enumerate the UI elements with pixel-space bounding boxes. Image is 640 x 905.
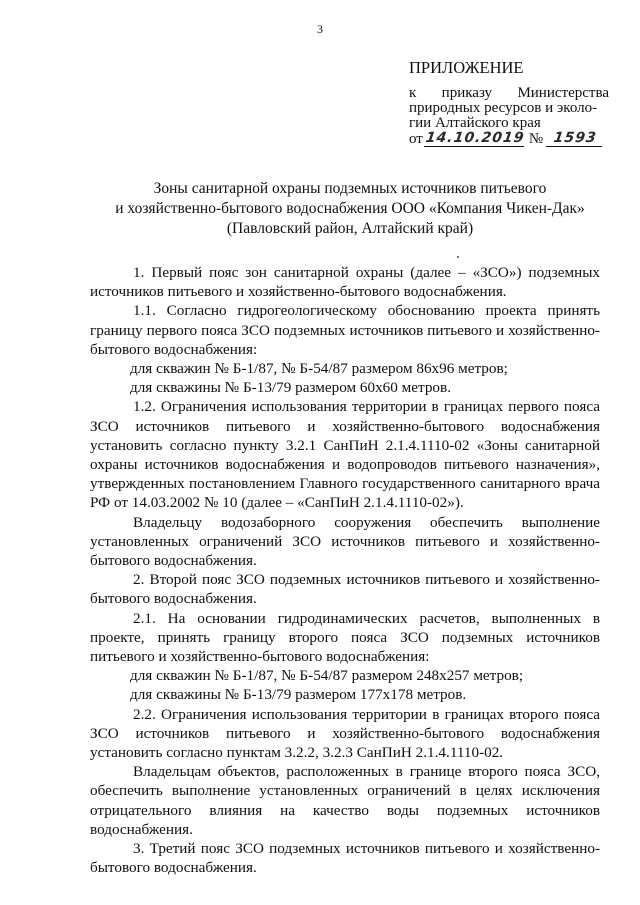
handwritten-date: 14.10.2019 [424,130,526,146]
order-ministry-name: природных ресурсов и эколо-гии Алтайского края [409,100,598,131]
paragraph-1: 1. Первый пояс зон санитарной охраны (далее – «ЗСО») подземных источников питьевого и хозяйственно-бытового водоснабжения. [90,264,600,301]
paragraph-1-2: 1.2. Ограничения использования территории в границах первого пояса ЗСО источников питьевого и хозяйственно-бытового водоснабжения установить согласно пункту 3.2.1 СанПиН 2.1.4.1110-02 «Зоны санитарной охраны источников водоснабжения и водопроводов питьевого назначения», утвержденных постановлением Главного государственного санитарного врача РФ от 14.03.2002 № 10 (далее – «СанПиН 2.1.4.1110-02»). [90,398,600,512]
stray-dot [457,256,459,258]
paragraph-owner-1: Владельцу водозаборного сооружения обеспечить выполнение установленных ограничений ЗСО источников питьевого и хозяйственно-бытового водоснабжения. [90,513,600,570]
number-prefix: № [528,131,544,147]
paragraph-2-1-wells-b: для скважины № Б-13/79 размером 177х178 метров. [130,686,467,704]
paragraph-1-1-wells-b: для скважины № Б-13/79 размером 60х60 метров. [130,379,451,397]
order-word-ministry: Министерства [517,85,609,101]
order-reference-line [409,86,609,101]
appendix-title: ПРИЛОЖЕНИЕ [409,58,524,77]
title-line-2: и хозяйственно-бытового водоснабжения ООО «Компания Чикен-Дак» [115,200,585,217]
date-prefix: от [409,131,423,147]
title-line-1: Зоны санитарной охраны подземных источников питьевого [153,180,547,197]
handwritten-order-number: 1593 [546,131,604,147]
order-date-number-line [409,131,609,147]
paragraph-2-2: 2.2. Ограничения использования территории в границах второго пояса ЗСО источников питьевого и хозяйственно-бытового водоснабжения установить согласно пунктам 3.2.2, 3.2.3 СанПиН 2.1.4.1110-02. [90,705,600,762]
title-line-3: (Павловский район, Алтайский край) [226,220,474,237]
document-title [80,179,620,239]
page-number: 3 [317,22,323,36]
paragraph-1-1-wells-a: для скважин № Б-1/87, № Б-54/87 размером 86х96 метров; [130,360,508,378]
order-k: к [409,85,417,101]
paragraph-owner-2: Владельцам объектов, расположенных в границе второго пояса ЗСО, обеспечить выполнение установленных ограничений в целях исключения отрицательного влияния на качество воды подземных источников водоснабжения. [90,763,600,838]
paragraph-3: 3. Третий пояс ЗСО подземных источников питьевого и хозяйственно-бытового водоснабжения. [90,840,600,877]
paragraph-1-1: 1.1. Согласно гидрогеологическому обоснованию проекта принять границу первого пояса ЗСО подземных источников питьевого и хозяйственно-бытового водоснабжения: [90,302,600,358]
order-word-prikazu: приказу [441,85,493,101]
document-body [90,263,600,878]
paragraph-2-1-wells-a: для скважин № Б-1/87, № Б-54/87 размером 248х257 метров; [130,667,524,685]
appendix-header [409,58,609,147]
paragraph-2: 2. Второй пояс ЗСО подземных источников питьевого и хозяйственно-бытового водоснабжения. [90,571,600,608]
paragraph-2-1: 2.1. На основании гидродинамических расчетов, выполненных в проекте, принять границу второго пояса ЗСО подземных источников питьевого и хозяйственно-бытового водоснабжения: [90,609,600,666]
